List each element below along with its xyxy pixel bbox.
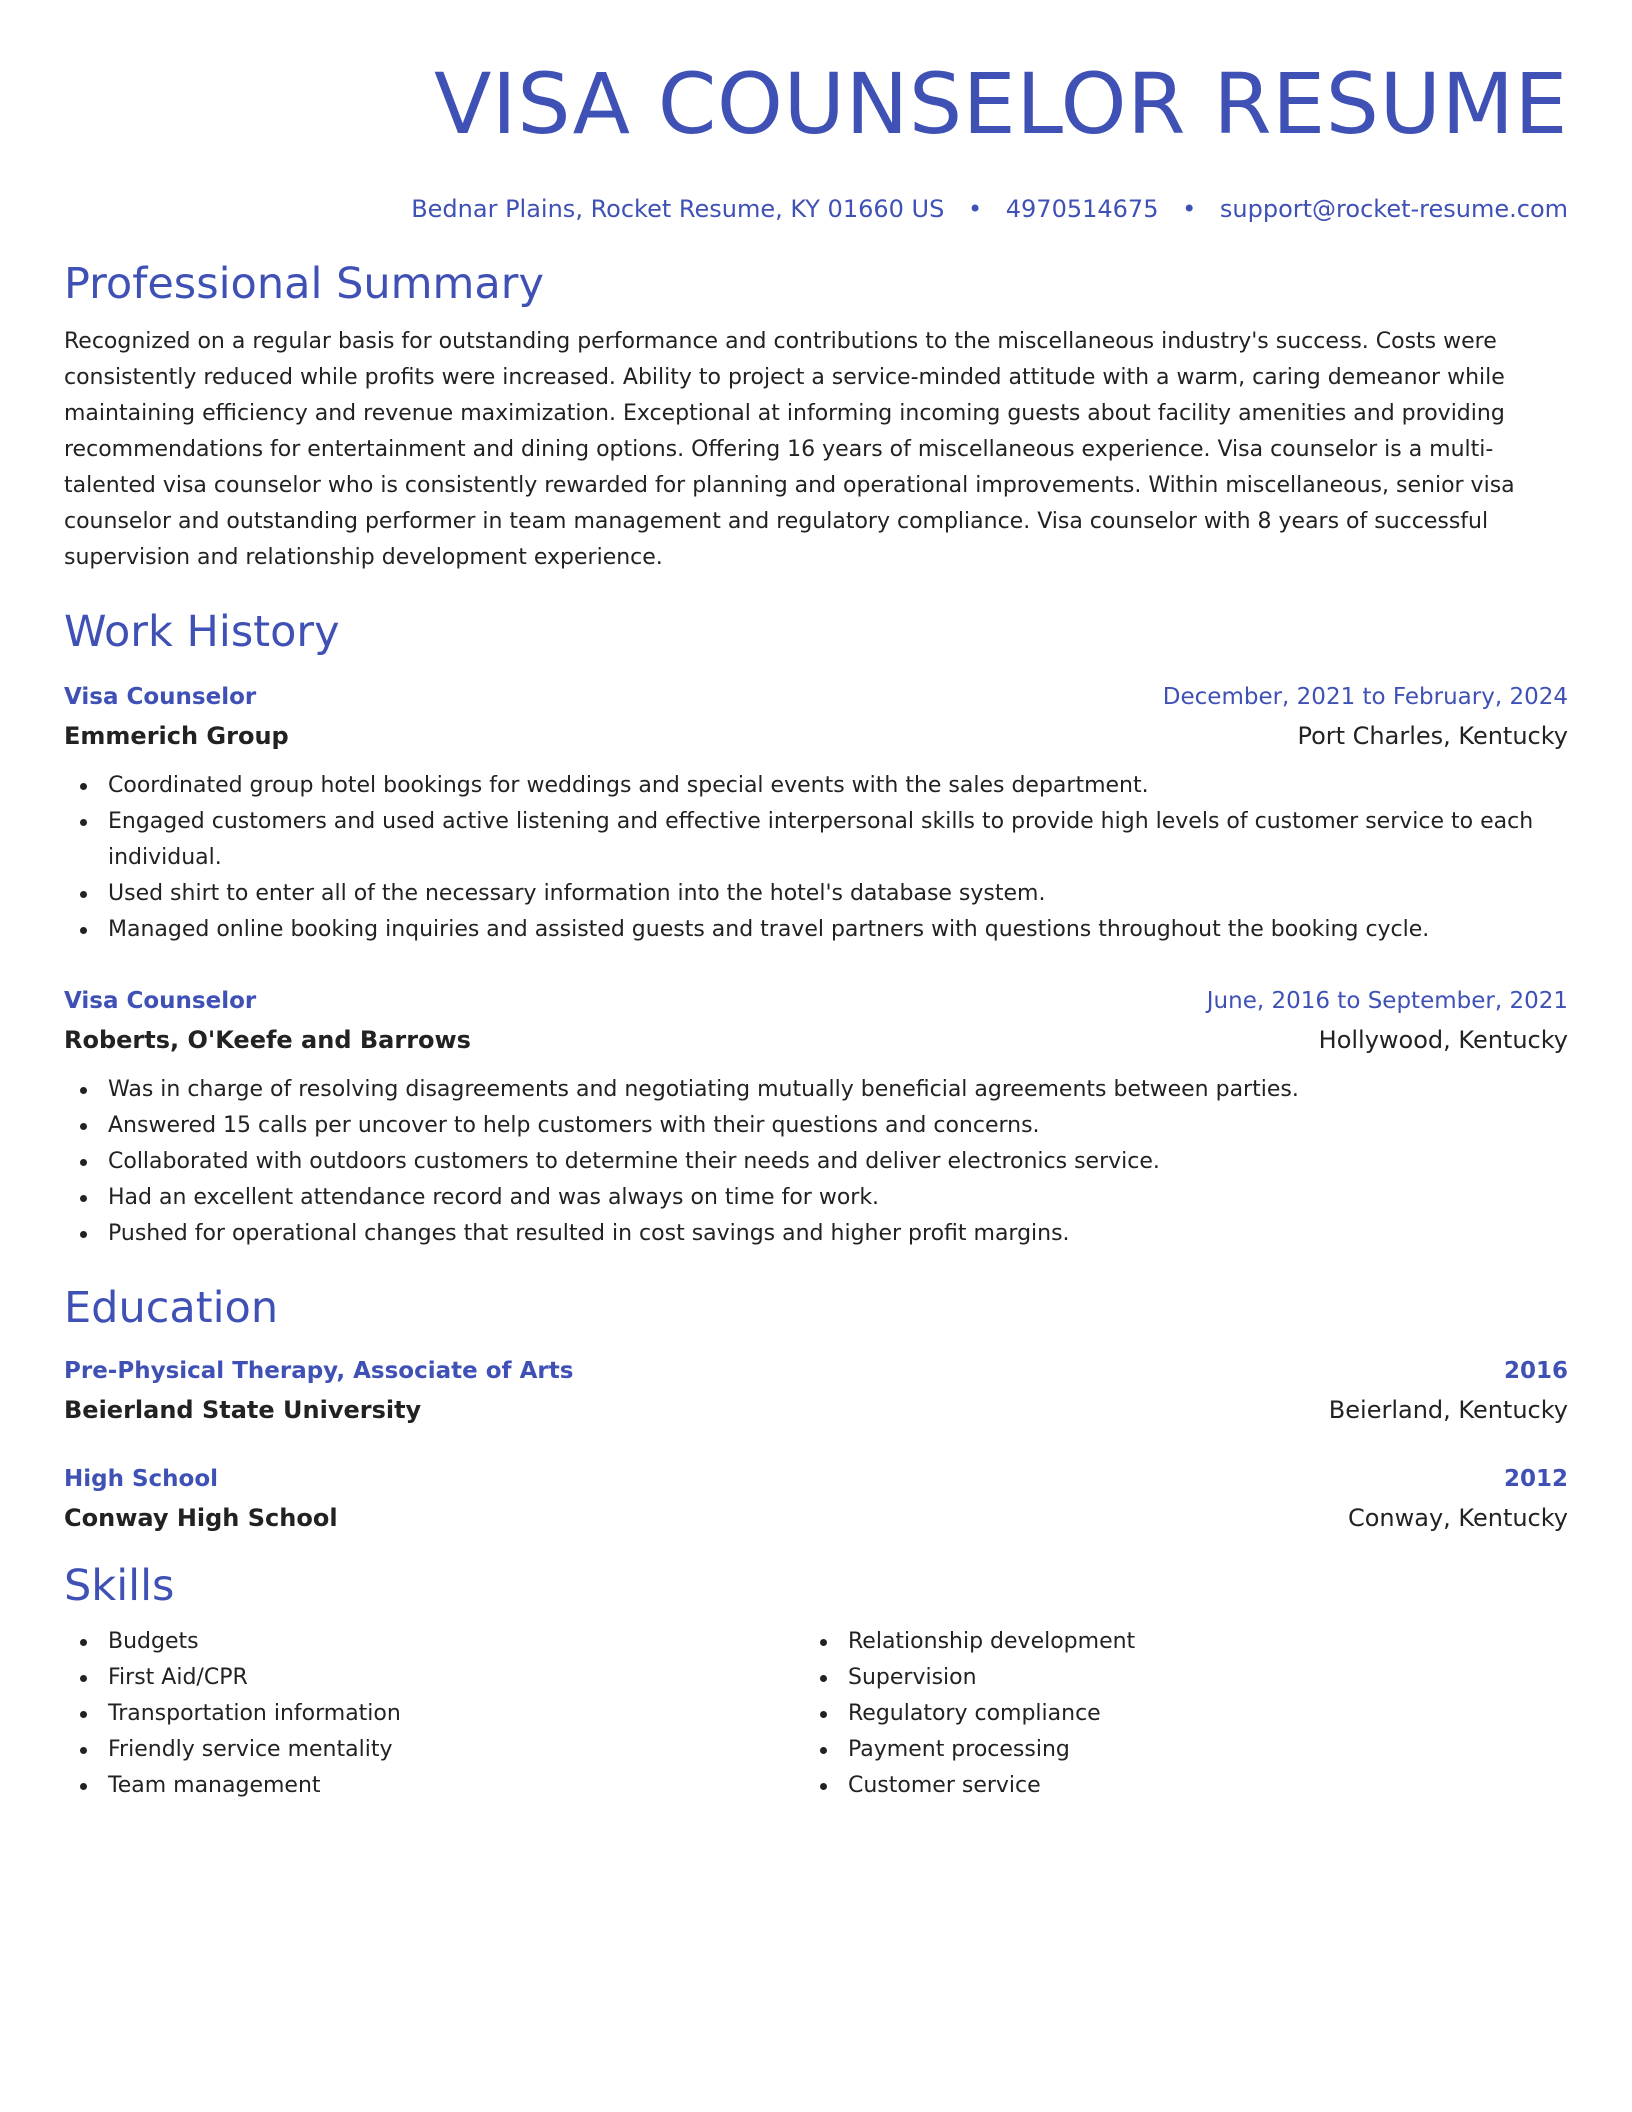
list-item: Collaborated with outdoors customers to determine their needs and deliver electronics service. — [108, 1144, 1568, 1180]
skills-list — [64, 1624, 804, 1804]
education-year: 2016 — [1503, 1358, 1568, 1384]
list-item: Coordinated group hotel bookings for weddings and special events with the sales department. — [108, 768, 1568, 804]
list-item: Team management — [108, 1768, 804, 1804]
list-item: Used shirt to enter all of the necessary information into the hotel's database system. — [108, 876, 1568, 912]
education-degree: Pre-Physical Therapy, Associate of Arts — [64, 1358, 574, 1384]
education-heading: Education — [64, 1283, 279, 1333]
job-duties-list — [64, 1072, 1568, 1252]
job-duties-list — [64, 768, 1568, 948]
summary-heading: Professional Summary — [64, 259, 544, 309]
list-item: Answered 15 calls per uncover to help customers with their questions and concerns. — [108, 1108, 1568, 1144]
contact-email: support@rocket-resume.com — [1219, 195, 1568, 223]
job-company: Roberts, O'Keefe and Barrows — [64, 1026, 471, 1054]
education-degree-row — [64, 1460, 1568, 1498]
job-title: Visa Counselor — [64, 988, 257, 1014]
contact-separator: • — [967, 195, 983, 223]
skills-column-left — [64, 1624, 804, 1804]
list-item: Relationship development — [848, 1624, 1544, 1660]
contact-separator: • — [1182, 195, 1197, 223]
skills-column-right — [804, 1624, 1544, 1804]
education-school: Conway High School — [64, 1504, 338, 1532]
education-degree: High School — [64, 1466, 219, 1492]
list-item: Friendly service mentality — [108, 1732, 804, 1768]
job-entry — [64, 982, 1568, 1252]
education-school: Beierland State University — [64, 1396, 422, 1424]
job-company-row — [64, 716, 1568, 756]
education-degree-row — [64, 1352, 1568, 1390]
summary-text: Recognized on a regular basis for outstanding performance and contributions to the miscellaneous industry's success. Costs were consistently reduced while profits were increased. Ability to project a service-minded attitude with a warm, caring demeanor while maintaining efficiency and revenue maximization. Exceptional at informing incoming guests about facility amenities and providing recommendations for entertainment and dining options. Offering 16 years of miscellaneous experience. Visa counselor is a multi-talented visa counselor who is consistently rewarded for planning and operational improvements. Within miscellaneous, senior visa counselor and outstanding performer in team management and regulatory compliance. Visa counselor with 8 years of successful supervision and relationship development experience. — [64, 329, 1515, 570]
skills-list — [804, 1624, 1544, 1804]
list-item: Was in charge of resolving disagreements and negotiating mutually beneficial agreements between parties. — [108, 1072, 1568, 1108]
job-company-row — [64, 1020, 1568, 1060]
contact-address: Bednar Plains, Rocket Resume, KY 01660 US — [411, 195, 945, 223]
list-item: Supervision — [848, 1660, 1544, 1696]
job-title-row — [64, 678, 1568, 716]
list-item: Regulatory compliance — [848, 1696, 1544, 1732]
job-location: Port Charles, Kentucky — [1297, 722, 1568, 750]
job-title-row — [64, 982, 1568, 1020]
work-history-heading: Work History — [64, 607, 340, 657]
contact-phone: 4970514675 — [1005, 195, 1159, 223]
job-dates: June, 2016 to September, 2021 — [1206, 988, 1568, 1014]
list-item: Transportation information — [108, 1696, 804, 1732]
list-item: Pushed for operational changes that resulted in cost savings and higher profit margins. — [108, 1216, 1568, 1252]
job-location: Hollywood, Kentucky — [1318, 1026, 1568, 1054]
skills-heading: Skills — [64, 1561, 175, 1611]
job-dates: December, 2021 to February, 2024 — [1162, 684, 1568, 710]
education-school-row — [64, 1390, 1568, 1430]
list-item: Had an excellent attendance record and was always on time for work. — [108, 1180, 1568, 1216]
education-entry — [64, 1460, 1568, 1538]
list-item: Engaged customers and used active listening and effective interpersonal skills to provide high levels of customer service to each individual. — [108, 804, 1568, 876]
skills-grid — [64, 1624, 1568, 1804]
education-year: 2012 — [1503, 1466, 1568, 1492]
resume-title: VISA COUNSELOR RESUME — [433, 55, 1568, 153]
resume-header — [64, 48, 1568, 224]
job-entry — [64, 678, 1568, 948]
job-company: Emmerich Group — [64, 722, 289, 750]
contact-line — [64, 194, 1568, 224]
education-location: Beierland, Kentucky — [1328, 1396, 1568, 1424]
education-location: Conway, Kentucky — [1347, 1504, 1568, 1532]
list-item: Budgets — [108, 1624, 804, 1660]
list-item: Payment processing — [848, 1732, 1544, 1768]
list-item: Managed online booking inquiries and assisted guests and travel partners with questions throughout the booking cycle. — [108, 912, 1568, 948]
education-entry — [64, 1352, 1568, 1430]
list-item: First Aid/CPR — [108, 1660, 804, 1696]
list-item: Customer service — [848, 1768, 1544, 1804]
education-school-row — [64, 1498, 1568, 1538]
job-title: Visa Counselor — [64, 684, 257, 710]
